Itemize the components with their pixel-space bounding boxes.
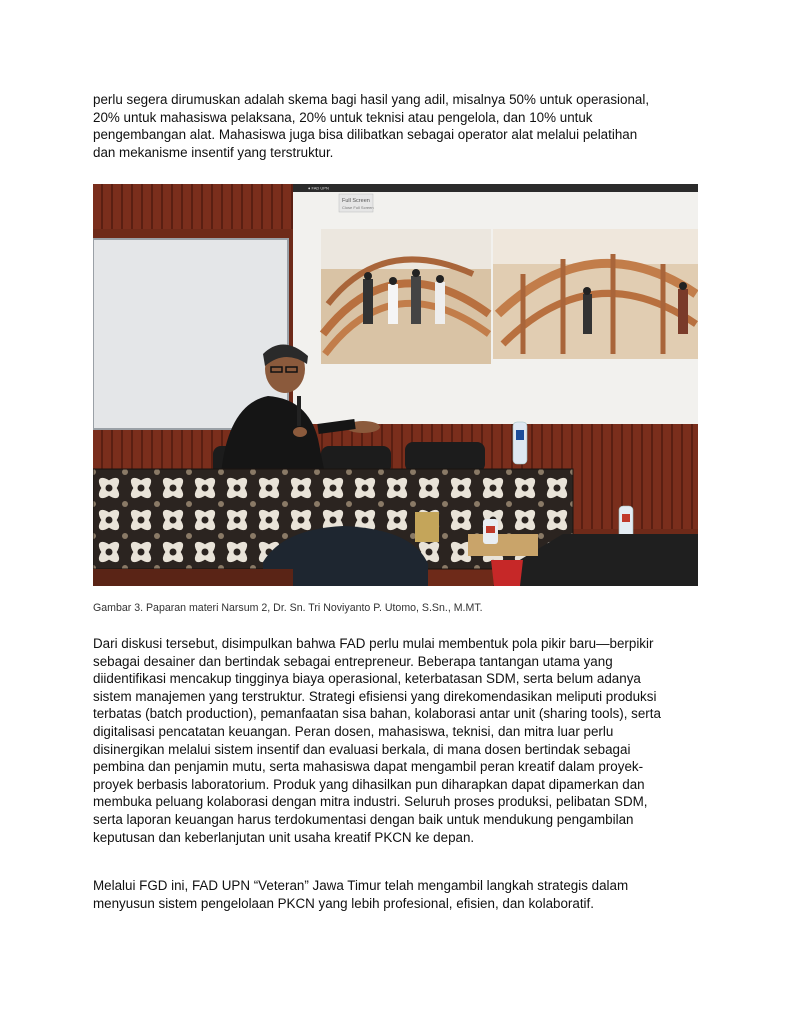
trophy-plaque bbox=[415, 512, 439, 542]
slide-photo-left bbox=[321, 229, 491, 364]
paragraph-discussion: Dari diskusi tersebut, disimpulkan bahwa FAD perlu mulai membentuk pola pikir baru—berpikir sebagai desainer dan bertindak sebagai entrepreneur. Beberapa tantangan utama yang diidentifikasi mencakup tingginya biaya operasional, keterbatasan SDM, serta belum adanya sistem manajemen yang terstruktur. Strategi efisiensi yang direkomendasikan meliputi produksi terbatas (batch production), pemanfaatan sisa bahan, kolaborasi antar unit (sharing tools), serta digitalisasi pencatatan keuangan. Peran dosen, mahasiswa, teknisi, dan mitra luar perlu disinergikan melalui sistem insentif dan evaluasi berkala, di mana dosen bertindak sebagai pembina dan penjamin mutu, serta mahasiswa dapat mengambil peran kreatif dalam proyek- proyek berbasis laboratorium. Produk yang dihasilkan pun diharapkan dapat dipamerkan dan membuka peluang kolaborasi dengan mitra industri. Seluruh proses produksi, pelibatan SDM, serta laporan keuangan harus terdokumentasi dengan baik untuk mendukung pengambilan keputusan dan keberlanjutan unit usaha kreatif PKCN ke depan. bbox=[93, 636, 661, 845]
chair bbox=[405, 442, 485, 472]
water-bottle bbox=[513, 422, 527, 464]
slide-header: Full Screen bbox=[342, 198, 370, 204]
paragraph-conclusion: Melalui FGD ini, FAD UPN “Veteran” Jawa Timur telah mengambil langkah strategis dalam menyusun sistem pengelolaan PKCN yang lebih profesional, efisien, dan kolaboratif. bbox=[93, 878, 629, 911]
slide-subheader: Close Full Screen bbox=[342, 205, 374, 210]
figure-caption: Gambar 3. Paparan materi Narsum 2, Dr. Sn. Tri Noviyanto P. Utomo, S.Sn., M.MT. bbox=[93, 602, 483, 614]
slide-photo-right bbox=[493, 229, 698, 359]
svg-text:● FAD UPN: ● FAD UPN bbox=[308, 185, 329, 191]
wood-panel-top bbox=[93, 184, 293, 229]
paragraph-intro: perlu segera dirumuskan adalah skema bagi hasil yang adil, misalnya 50% untuk operasional, 20% untuk mahasiswa pelaksana, 20% untuk teknisi atau pengelola, dan 10% untuk pengembangan alat. Mahasiswa juga bisa dilibatkan sebagai operator alat melalui pelatihan dan mekanisme insentif yang terstruktur. bbox=[93, 92, 650, 160]
box bbox=[468, 534, 538, 556]
figure-photo bbox=[93, 184, 698, 586]
red-cup bbox=[491, 560, 523, 586]
